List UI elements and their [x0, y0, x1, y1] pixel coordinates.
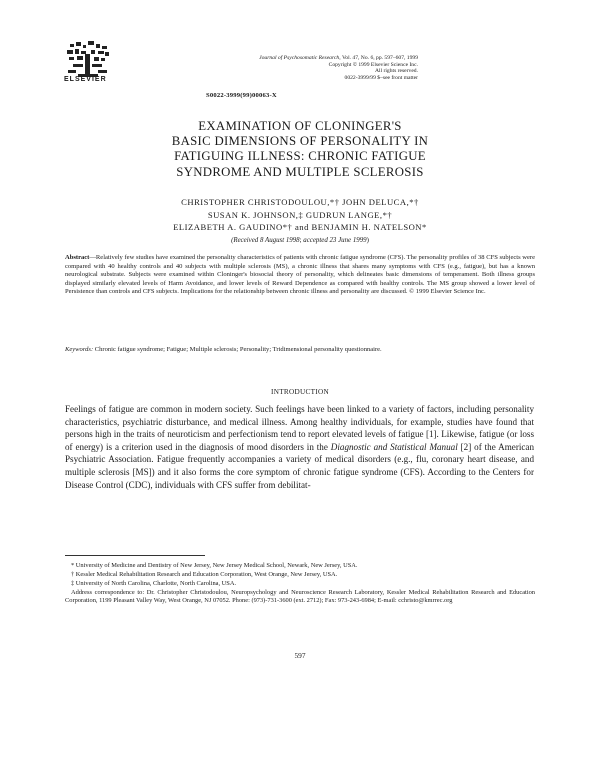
article-title: [60, 119, 540, 180]
received-date: (Received 8 August 1998: [231, 237, 300, 244]
footnote: † Kessler Medical Rehabilitation Research and Education Corporation, West Orange, New Jersey, USA.: [71, 571, 338, 579]
publisher-logo-text: ELSEVIER: [64, 76, 107, 83]
received-separator: ;: [299, 237, 304, 244]
title-line: BASIC DIMENSIONS OF PERSONALITY IN: [171, 134, 429, 149]
keywords-text: Chronic fatigue syndrome; Fatigue; Multiple sclerosis; Personality; Tridimensional personality questionnaire.: [93, 346, 382, 353]
title-line: FATIGUING ILLNESS: CHRONIC FATIGUE: [174, 149, 426, 164]
publisher-tree-logo: [64, 40, 112, 80]
footnote: ‡ University of North Carolina, Charlotte, North Carolina, USA.: [71, 580, 237, 588]
copyright-line: Copyright © 1999 Elsevier Science Inc.: [328, 61, 418, 68]
footnote: * University of Medicine and Dentistry of New Jersey, New Jersey Medical School, Newark, New Jersey, USA.: [71, 562, 358, 569]
title-line: EXAMINATION OF CLONINGER'S: [198, 119, 402, 133]
keywords: [65, 346, 535, 355]
abstract-label: Abstract: [65, 254, 90, 261]
intro-text-continued: [2] of the American Psychiatric Association. Fatigue frequently accompanies a variety of medical disorders (e.g., flu, coronary heart disease, and multiple sclerosis [MS]) and it also forms the core symptom of chronic fatigue syndrome (CFS). According to the Centers for Disease Control (CDC), individuals with CFS suffer from debilitat-: [65, 441, 534, 490]
pii-code: S0022-3999(99)00063-X: [206, 92, 277, 99]
keywords-label: Keywords:: [65, 346, 94, 353]
section-heading: INTRODUCTION: [271, 388, 329, 396]
abstract: [65, 254, 535, 297]
journal-name: Journal of Psychosomatic Research,: [259, 55, 341, 61]
footnotes: [65, 562, 535, 606]
footnote: Address correspondence to: Dr. Christopher Christodoulou, Neuropsychology and Neuroscience Research Laboratory, Kessler Medical Rehabilitation Research and Education Corporation, 1199 Pleasant Valley Way, West Orange, NJ 07052. Phone: (973)-731-3600 (ext. 2712); Fax: 973-243-6984; E-mail: cchristo@kmrrec.org: [65, 589, 535, 605]
rights-line: All rights reserved.: [374, 68, 418, 75]
journal-info: [158, 55, 418, 81]
author-list: [60, 196, 540, 234]
journal-volume: Vol. 47, No. 6, pp. 597–607, 1999: [341, 55, 418, 61]
accepted-date: accepted 23 June 1999: [303, 237, 367, 244]
footnote-divider: [65, 555, 205, 556]
title-line: SYNDROME AND MULTIPLE SCLEROSIS: [176, 164, 424, 179]
abstract-text: —Relatively few studies have examined the personality characteristics of patients with chronic fatigue syndrome (CFS). The personality profiles of 38 CFS subjects were compared with 40 healthy controls and 40 subjects with multiple sclerosis (MS), a chronic illness that shares many symptoms with CFS (e.g., fatigue), but has a known neurological substrate. Subjects were examined within Cloninger's biosocial theory of personality, which delineates basic dimensions of temperament. Both illness groups displayed similarly elevated levels of Harm Avoidance, and lower levels of Reward Dependence as compared with healthy controls. The MS group showed a lower level of Persistence than controls and CFS subjects. Implications for the relationship between chronic illness and personality are discussed. © 1999 Elsevier Science Inc.: [65, 254, 535, 296]
author-line: ELIZABETH A. GAUDINO*† and BENJAMIN H. NATELSON*: [173, 222, 427, 233]
introduction-paragraph: [65, 403, 534, 491]
received-dates: [60, 237, 540, 244]
intro-italic-title: Diagnostic and Statistical Manual: [330, 441, 458, 452]
intro-text: Feelings of fatigue are common in modern society. Such feelings have been linked to a variety of factors, including personality characteristics, psychiatric disturbance, and medical illness. Among healthy individuals, for example, studies have found that persons high in the traits of neuroticism and perfectionism tend to report elevated levels of fatigue [1]. Likewise, fatigue (or loss of energy) is a criterion used in the diagnosis of mood disorders in the: [65, 404, 534, 452]
issn-line: 0022-3999/99 $–see front matter: [344, 74, 418, 81]
author-line: SUSAN K. JOHNSON,‡ GUDRUN LANGE,*†: [207, 209, 393, 220]
received-close: ): [366, 237, 369, 244]
author-line: CHRISTOPHER CHRISTODOULOU,*† JOHN DELUCA,*†: [181, 197, 419, 207]
page-number: 597: [294, 651, 306, 660]
